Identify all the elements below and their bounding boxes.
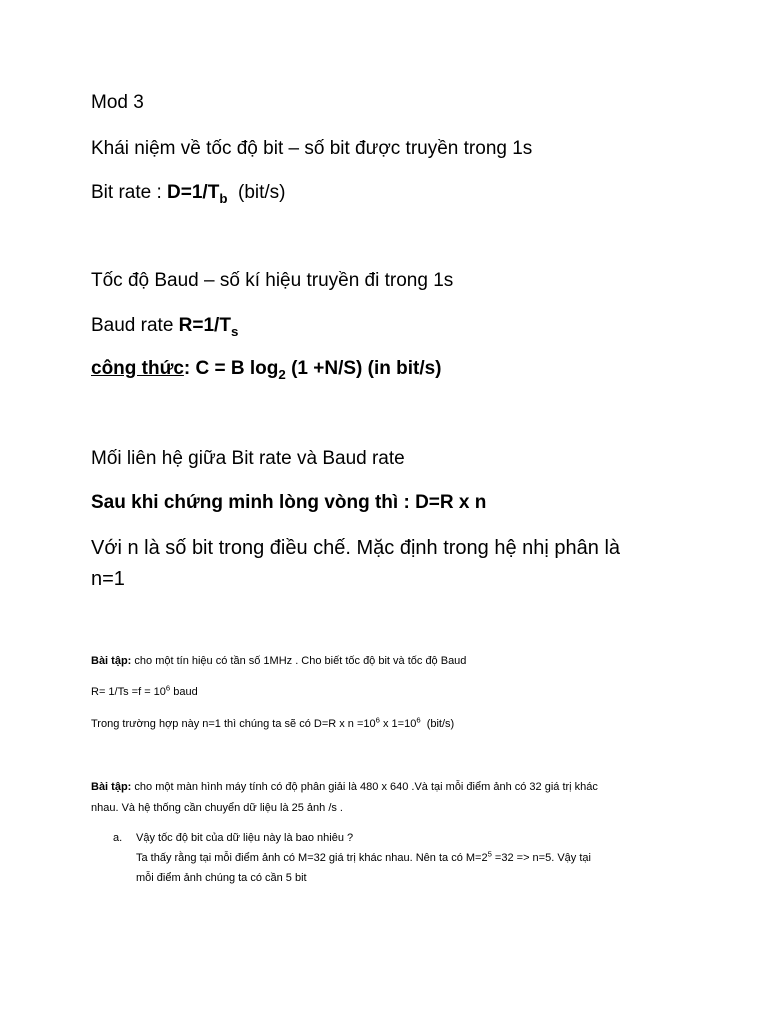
capacity-formula-line: công thức: C = B $\log_2 (1 +N/S)$ (in bit/s): [91, 358, 442, 382]
baud-rate-formula: $R=1/T_s$: [178, 315, 239, 339]
exercise-2-statement-cont: nhau. Và hệ thống cần chuyển dữ liệu là 25 ảnh /s .: [91, 802, 343, 814]
exercise-1-line-2: $R= 1/Ts =f = 10^6$ baud: [91, 683, 198, 698]
list-marker: a.: [113, 832, 123, 844]
exercise-2-label: Bài tập:: [91, 781, 132, 793]
doc-title: Mod 3: [91, 92, 144, 113]
proof-line: Sau khi chứng minh lòng vòng thì : D=R x n: [91, 492, 487, 513]
capacity-label: công thức: [91, 358, 184, 379]
exercise-2-statement: Bài tập: cho một màn hình máy tính có độ phân giải là 480 x 640 .Và tại mỗi điểm ảnh có 32 giá trị khác: [91, 781, 598, 793]
exercise-1-statement: Bài tập: cho một tín hiệu có tần số 1MHz . Cho biết tốc độ bit và tốc độ Baud: [91, 655, 467, 667]
baud-rate-line: [91, 315, 238, 337]
n-explain-line-2: n=1: [91, 568, 125, 590]
n-explain-line-1: Với n là số bit trong điều chế. Mặc định trong hệ nhị phân là: [91, 537, 621, 559]
exercise-1-label: Bài tập:: [91, 655, 132, 667]
exercise-1-line-3: Trong trường hợp này n=1 thì chúng ta sẽ có D=R x $n =10^6$ x $1=10^6$ (bit/s): [91, 715, 455, 730]
bit-rate-prefix: Bit rate :: [91, 182, 168, 203]
bit-concept: Khái niệm về tốc độ bit – số bit được truyền trong 1s: [91, 138, 533, 159]
baud-rate-prefix: Baud rate: [91, 315, 179, 336]
bit-rate-line: [91, 182, 286, 204]
document-page: Mod 3 Khái niệm về tốc độ bit – số bit được truyền trong 1s Bit rate : $D=1/T_b$ (bit/s) Tốc độ Baud – số kí hiệu truyền đi trong 1s Baud rate $R=1/T_s$ công thức: C = B $\log_2 (1 +N/S)$ (in bit/s) Mối liên hệ giữa Bit rate và Baud rate Sau khi chứng minh lòng vòng thì : D=R x n Với n là số bit trong điều chế. Mặc định trong hệ nhị phân là n=1 Bài tập: cho một tín hiệu có tần số 1MHz . Cho biết tốc độ bit và tốc độ Baud $R= 1/Ts =f = 10^6$ baud Trong trường hợp này n=1 thì chúng ta sẽ có D=R x $n =10^6$ x $1=10^6$ (bit/s) Bài tập: cho một màn hình máy tính có độ phân giải là 480 x 640 .Và tại mỗi điểm ảnh có 32 giá trị khác nhau. Và hệ thống cần chuyển dữ liệu là 25 ảnh /s . a. Vậy tốc độ bit của dữ liệu này là bao nhiêu ? Ta thấy rằng tại mỗi điểm ảnh có M=32 giá trị khác nhau. Nên ta có $M=2^5 =32 => n=5$. Vậy tại mỗi điểm ảnh chúng ta có cần 5 bit: [91, 92, 621, 884]
baud-concept: Tốc độ Baud – số kí hiệu truyền đi trong 1s: [91, 270, 454, 291]
bit-rate-unit: (bit/s): [227, 182, 286, 203]
relation-title: Mối liên hệ giữa Bit rate và Baud rate: [91, 448, 405, 469]
item-question: Vậy tốc độ bit của dữ liệu này là bao nhiêu ?: [136, 832, 354, 844]
bit-rate-formula: $D=1/T_b$: [167, 182, 228, 206]
